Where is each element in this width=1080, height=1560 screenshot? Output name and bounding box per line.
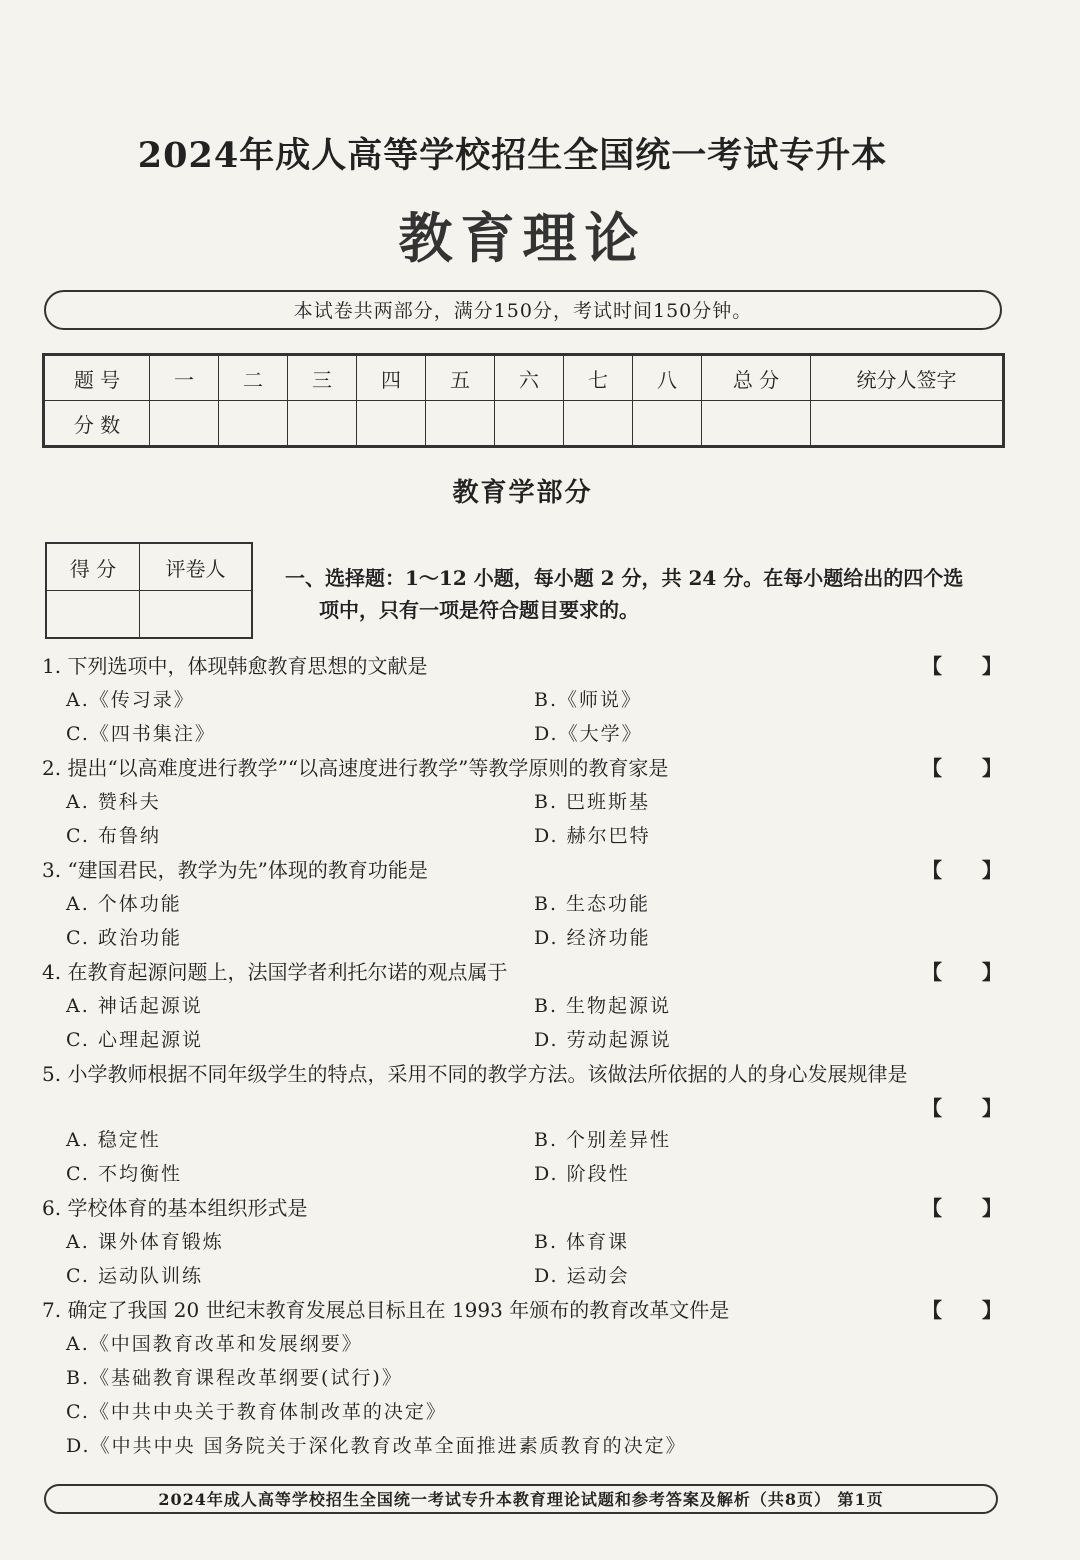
option-b: B. 体育课 [534,1231,630,1253]
subject-title: 教育理论 [398,206,647,270]
score-col-label: 题 号 [44,355,150,401]
option-d: D. 阶段性 [534,1163,630,1185]
question-stem: 3. “建国君民，教学为先”体现的教育功能是 [42,858,428,882]
question-7 [42,1294,1002,1464]
score-cell [288,401,357,447]
option-a: A. 神话起源说 [66,995,203,1017]
question-stem: 5. 小学教师根据不同年级学生的特点，采用不同的教学方法。该做法所依据的人的身心发展规律是 [42,1062,908,1086]
option-d: D. 赫尔巴特 [534,825,651,847]
score-col-4: 四 [357,355,426,401]
answer-bracket[interactable]: 【 】 [922,1196,1002,1220]
answer-bracket[interactable]: 【 】 [922,1096,1002,1120]
option-a: A.《传习录》 [66,689,195,711]
option-d: D. 经济功能 [534,927,651,949]
question-stem: 4. 在教育起源问题上，法国学者利托尔诺的观点属于 [42,960,508,984]
question-2 [42,752,1002,852]
exam-main-title: 2024年成人高等学校招生全国统一考试专升本 [137,135,888,176]
question-stem: 2. 提出“以高难度进行教学”“以高速度进行教学”等教学原则的教育家是 [42,756,669,780]
answer-bracket[interactable]: 【 】 [922,1298,1002,1322]
exam-info-banner: 本试卷共两部分，满分150分，考试时间150分钟。 [44,290,1002,330]
grader-score-label: 得 分 [46,543,140,591]
score-table-value-row [44,401,1004,447]
score-col-3: 三 [288,355,357,401]
section-instructions [285,562,1005,626]
page-footer: 2024年成人高等学校招生全国统一考试专升本教育理论试题和参考答案及解析（共8页） 第1页 [44,1484,998,1514]
question-4 [42,956,1002,1056]
score-col-signature: 统分人签字 [811,355,1004,401]
answer-bracket[interactable]: 【 】 [922,654,1002,678]
section-title: 教育学部分 [452,478,593,508]
score-col-total: 总 分 [702,355,811,401]
instructions-line-2: 项中，只有一项是符合题目要求的。 [319,598,639,622]
question-stem: 1. 下列选项中，体现韩愈教育思想的文献是 [42,654,428,678]
question-stem: 7. 确定了我国 20 世纪末教育发展总目标且在 1993 年颁布的教育改革文件是 [42,1298,730,1322]
option-b: B.《师说》 [534,689,643,711]
option-a: A. 赞科夫 [66,791,161,813]
score-row-label: 分 数 [44,401,150,447]
score-col-1: 一 [150,355,219,401]
score-col-5: 五 [426,355,495,401]
option-b: B. 巴班斯基 [534,791,651,813]
score-cell [426,401,495,447]
score-col-2: 二 [219,355,288,401]
option-c: C.《中共中央关于教育体制改革的决定》 [66,1401,447,1423]
option-d: D.《大学》 [534,723,643,745]
instructions-line-1: 一、选择题：1～12 小题，每小题 2 分，共 24 分。在每小题给出的四个选 [285,566,964,590]
question-6 [42,1192,1002,1292]
option-c: C. 运动队训练 [66,1265,203,1287]
grader-reviewer-cell [140,591,253,639]
score-cell [219,401,288,447]
option-c: C. 布鲁纳 [66,825,161,847]
score-cell [633,401,702,447]
score-col-6: 六 [495,355,564,401]
score-table [42,353,1005,448]
answer-bracket[interactable]: 【 】 [922,960,1002,984]
option-c: C. 心理起源说 [66,1029,203,1051]
score-cell [495,401,564,447]
answer-bracket[interactable]: 【 】 [922,756,1002,780]
score-cell [150,401,219,447]
option-b: B.《基础教育课程改革纲要(试行)》 [66,1367,403,1389]
score-col-8: 八 [633,355,702,401]
question-1 [42,650,1002,750]
score-table-header-row [44,355,1004,401]
option-d: D.《中共中央 国务院关于深化教育改革全面推进素质教育的决定》 [66,1435,687,1457]
grader-score-cell [46,591,140,639]
option-a: A. 个体功能 [66,893,182,915]
option-c: C. 不均衡性 [66,1163,182,1185]
score-cell [702,401,811,447]
option-c: C.《四书集注》 [66,723,216,745]
grader-reviewer-label: 评卷人 [140,543,253,591]
option-c: C. 政治功能 [66,927,182,949]
score-cell [357,401,426,447]
score-col-7: 七 [564,355,633,401]
option-d: D. 运动会 [534,1265,630,1287]
question-5 [42,1058,1002,1190]
option-b: B. 生物起源说 [534,995,672,1017]
option-a: A. 课外体育锻炼 [66,1231,224,1253]
option-d: D. 劳动起源说 [534,1029,672,1051]
option-a: A. 稳定性 [66,1129,161,1151]
score-cell [564,401,633,447]
score-cell [811,401,1004,447]
option-b: B. 生态功能 [534,893,651,915]
option-a: A.《中国教育改革和发展纲要》 [66,1333,363,1355]
option-b: B. 个别差异性 [534,1129,672,1151]
question-stem: 6. 学校体育的基本组织形式是 [42,1196,308,1220]
grader-table [45,542,253,639]
answer-bracket[interactable]: 【 】 [922,858,1002,882]
question-3 [42,854,1002,954]
